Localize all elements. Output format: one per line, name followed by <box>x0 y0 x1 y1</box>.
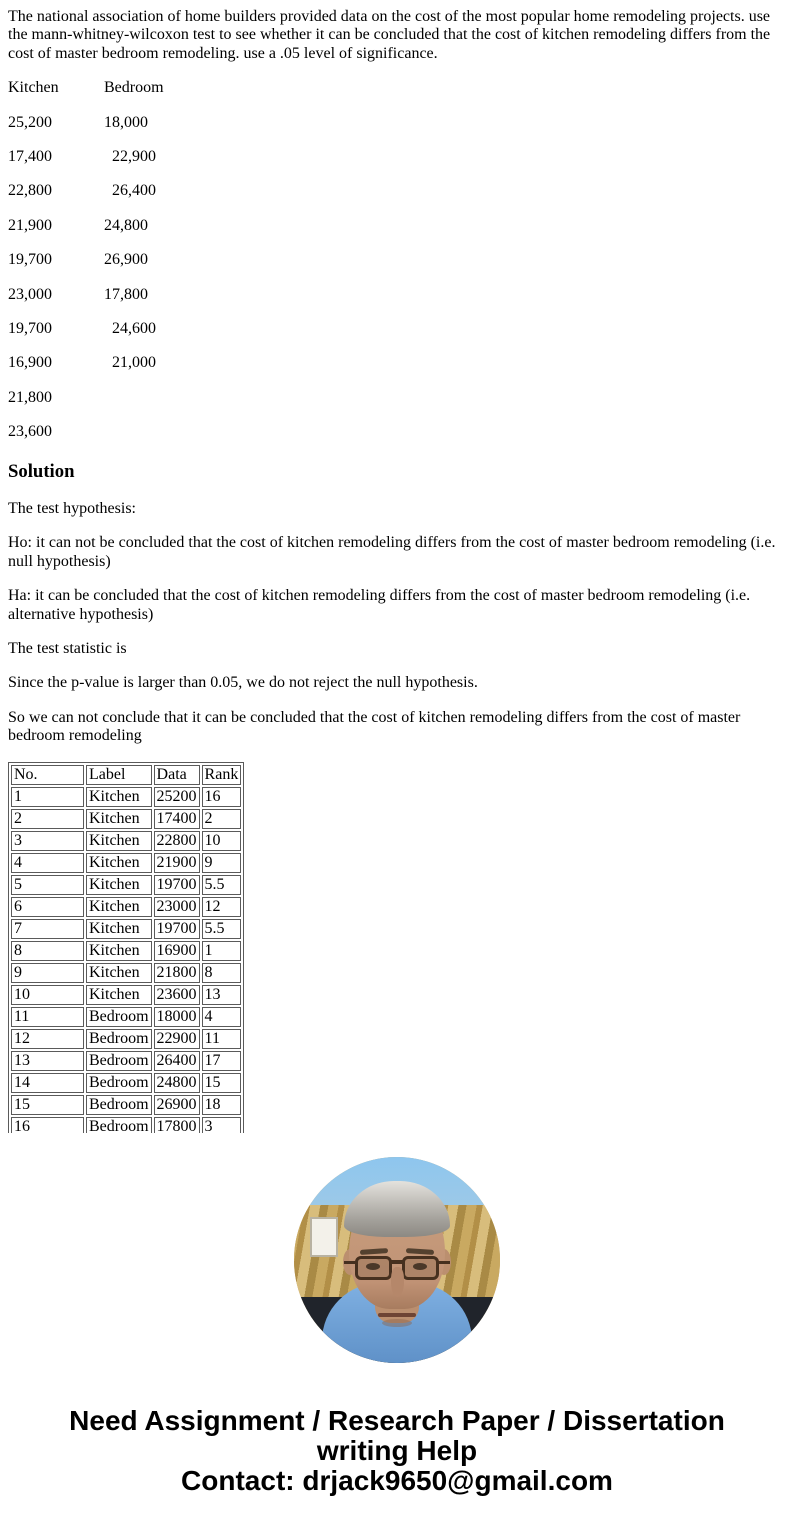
table-row <box>11 787 241 807</box>
kitchen-value: 19,700 <box>8 319 52 337</box>
problem-statement: The national association of home builders provided data on the cost of the most popular home remodeling projects. use the mann-whitney-wilcoxon test to see whether it can be concluded that the cost of kitchen remodeling differs from the cost of master bedroom remodeling. use a .05 level of significance. <box>8 8 771 62</box>
cell-no: 4 <box>11 853 84 873</box>
cost-row <box>8 423 786 441</box>
bedroom-value: 18,000 <box>104 113 148 131</box>
solution-paragraph: The test hypothesis: <box>8 499 136 517</box>
bedroom-value: 22,900 <box>104 147 156 165</box>
cell-no: 11 <box>11 1007 84 1027</box>
table-row <box>11 809 241 829</box>
cell-label: Kitchen <box>86 787 152 807</box>
footer-line-2: writing Help <box>316 1434 478 1466</box>
test-statistic-line: The test statistic is <box>8 639 127 657</box>
table-row <box>11 941 241 961</box>
cell-rank: 10 <box>202 831 242 851</box>
cell-data: 22800 <box>154 831 200 851</box>
kitchen-value: 16,900 <box>8 354 52 372</box>
cell-no: 15 <box>11 1095 84 1115</box>
cost-row <box>8 217 786 235</box>
kitchen-value: 21,800 <box>8 388 52 406</box>
cell-rank: 2 <box>202 809 242 829</box>
cell-label: Kitchen <box>86 853 152 873</box>
cost-row <box>8 320 786 338</box>
cell-data: 23600 <box>154 985 200 1005</box>
cell-rank: 1 <box>202 941 242 961</box>
kitchen-value: 25,200 <box>8 113 52 131</box>
cost-list-header <box>8 79 786 97</box>
table-row <box>11 1073 241 1093</box>
cell-data: 26400 <box>154 1051 200 1071</box>
header-no: No. <box>11 765 84 785</box>
cell-no: 10 <box>11 985 84 1005</box>
cell-rank: 17 <box>202 1051 242 1071</box>
kitchen-value: 21,900 <box>8 216 52 234</box>
table-row <box>11 1117 241 1133</box>
rank-table-clipped-region <box>8 762 786 1133</box>
cell-rank: 8 <box>202 963 242 983</box>
table-row <box>11 1007 241 1027</box>
cost-row <box>8 286 786 304</box>
cell-rank: 5.5 <box>202 875 242 895</box>
cost-row <box>8 182 786 200</box>
alternative-hypothesis: Ha: it can be concluded that the cost of kitchen remodeling differs from the cost of master bedroom remodeling (i.e. alternative hypothesis) <box>8 587 751 623</box>
cell-rank: 18 <box>202 1095 242 1115</box>
null-hypothesis: Ho: it can not be concluded that the cost of kitchen remodeling differs from the cost of master bedroom remodeling (i.e. null hypothesis) <box>8 534 776 570</box>
cell-rank: 3 <box>202 1117 242 1133</box>
cell-label: Kitchen <box>86 985 152 1005</box>
table-row <box>11 831 241 851</box>
cell-no: 14 <box>11 1073 84 1093</box>
header-data: Data <box>154 765 200 785</box>
header-label: Label <box>86 765 152 785</box>
cell-data: 21900 <box>154 853 200 873</box>
cell-label: Kitchen <box>86 963 152 983</box>
cell-label: Kitchen <box>86 809 152 829</box>
cell-no: 1 <box>11 787 84 807</box>
header-rank: Rank <box>202 765 242 785</box>
cell-no: 6 <box>11 897 84 917</box>
kitchen-value: 23,600 <box>8 423 52 441</box>
cell-label: Kitchen <box>86 919 152 939</box>
table-row <box>11 919 241 939</box>
cost-row <box>8 389 786 407</box>
cell-no: 9 <box>11 963 84 983</box>
tutor-photo <box>294 1157 500 1363</box>
photo-wall-frame <box>310 1217 338 1257</box>
kitchen-value: 19,700 <box>8 251 52 269</box>
rank-table <box>8 762 244 1133</box>
photo-glasses-lens-left <box>355 1256 392 1280</box>
cell-no: 16 <box>11 1117 84 1133</box>
photo-glasses-lens-right <box>402 1256 439 1280</box>
cell-label: Bedroom <box>86 1095 152 1115</box>
cell-no: 2 <box>11 809 84 829</box>
cell-data: 24800 <box>154 1073 200 1093</box>
cell-data: 17400 <box>154 809 200 829</box>
cell-data: 25200 <box>154 787 200 807</box>
bedroom-value: 26,900 <box>104 251 148 269</box>
cell-data: 19700 <box>154 875 200 895</box>
cell-rank: 5.5 <box>202 919 242 939</box>
cell-label: Bedroom <box>86 1051 152 1071</box>
cell-data: 16900 <box>154 941 200 961</box>
footer-line-1: Need Assignment / Research Paper / Dissertation <box>69 1404 725 1436</box>
rank-table-header-row <box>11 765 241 785</box>
cost-row <box>8 148 786 166</box>
footer-banner <box>8 1406 786 1496</box>
cell-data: 21800 <box>154 963 200 983</box>
cell-label: Kitchen <box>86 875 152 895</box>
photo-glasses-temple-left <box>344 1261 357 1264</box>
photo-mouth <box>378 1313 416 1317</box>
cell-label: Bedroom <box>86 1117 152 1133</box>
table-row <box>11 875 241 895</box>
bedroom-column-header: Bedroom <box>104 79 164 97</box>
cell-rank: 16 <box>202 787 242 807</box>
cell-label: Bedroom <box>86 1073 152 1093</box>
cell-data: 22900 <box>154 1029 200 1049</box>
table-row <box>11 1095 241 1115</box>
cell-data: 17800 <box>154 1117 200 1133</box>
footer-contact-email: Contact: drjack9650@gmail.com <box>181 1464 613 1496</box>
photo-glasses-bridge <box>390 1260 404 1264</box>
table-row <box>11 963 241 983</box>
cost-row <box>8 251 786 269</box>
table-row <box>11 897 241 917</box>
cell-data: 26900 <box>154 1095 200 1115</box>
cell-label: Kitchen <box>86 941 152 961</box>
cell-data: 23000 <box>154 897 200 917</box>
table-row <box>11 985 241 1005</box>
bedroom-value: 17,800 <box>104 285 148 303</box>
table-row <box>11 1029 241 1049</box>
bedroom-value: 24,600 <box>104 319 156 337</box>
cell-no: 12 <box>11 1029 84 1049</box>
cost-row <box>8 354 786 372</box>
final-conclusion: So we can not conclude that it can be concluded that the cost of kitchen remodeling differs from the cost of master bedroom remodeling <box>8 708 741 745</box>
cell-label: Bedroom <box>86 1029 152 1049</box>
kitchen-value: 23,000 <box>8 285 52 303</box>
kitchen-column-header: Kitchen <box>8 79 59 97</box>
cell-no: 5 <box>11 875 84 895</box>
cell-rank: 12 <box>202 897 242 917</box>
cell-no: 8 <box>11 941 84 961</box>
solution-heading: Solution <box>8 461 75 483</box>
bedroom-value: 24,800 <box>104 216 148 234</box>
cell-data: 18000 <box>154 1007 200 1027</box>
table-row <box>11 853 241 873</box>
cell-no: 7 <box>11 919 84 939</box>
cell-data: 19700 <box>154 919 200 939</box>
cost-row <box>8 114 786 132</box>
cell-label: Bedroom <box>86 1007 152 1027</box>
cell-rank: 11 <box>202 1029 242 1049</box>
bedroom-value: 21,000 <box>104 354 156 372</box>
table-row <box>11 1051 241 1071</box>
cell-rank: 4 <box>202 1007 242 1027</box>
cell-rank: 13 <box>202 985 242 1005</box>
pvalue-conclusion: Since the p-value is larger than 0.05, we do not reject the null hypothesis. <box>8 674 478 692</box>
cell-rank: 9 <box>202 853 242 873</box>
kitchen-value: 17,400 <box>8 147 52 165</box>
cell-no: 3 <box>11 831 84 851</box>
cell-no: 13 <box>11 1051 84 1071</box>
bedroom-value: 26,400 <box>104 182 156 200</box>
cell-label: Kitchen <box>86 831 152 851</box>
cell-label: Kitchen <box>86 897 152 917</box>
kitchen-value: 22,800 <box>8 182 52 200</box>
photo-glasses-temple-right <box>437 1261 450 1264</box>
tutor-photo-row <box>8 1157 786 1368</box>
cell-rank: 15 <box>202 1073 242 1093</box>
